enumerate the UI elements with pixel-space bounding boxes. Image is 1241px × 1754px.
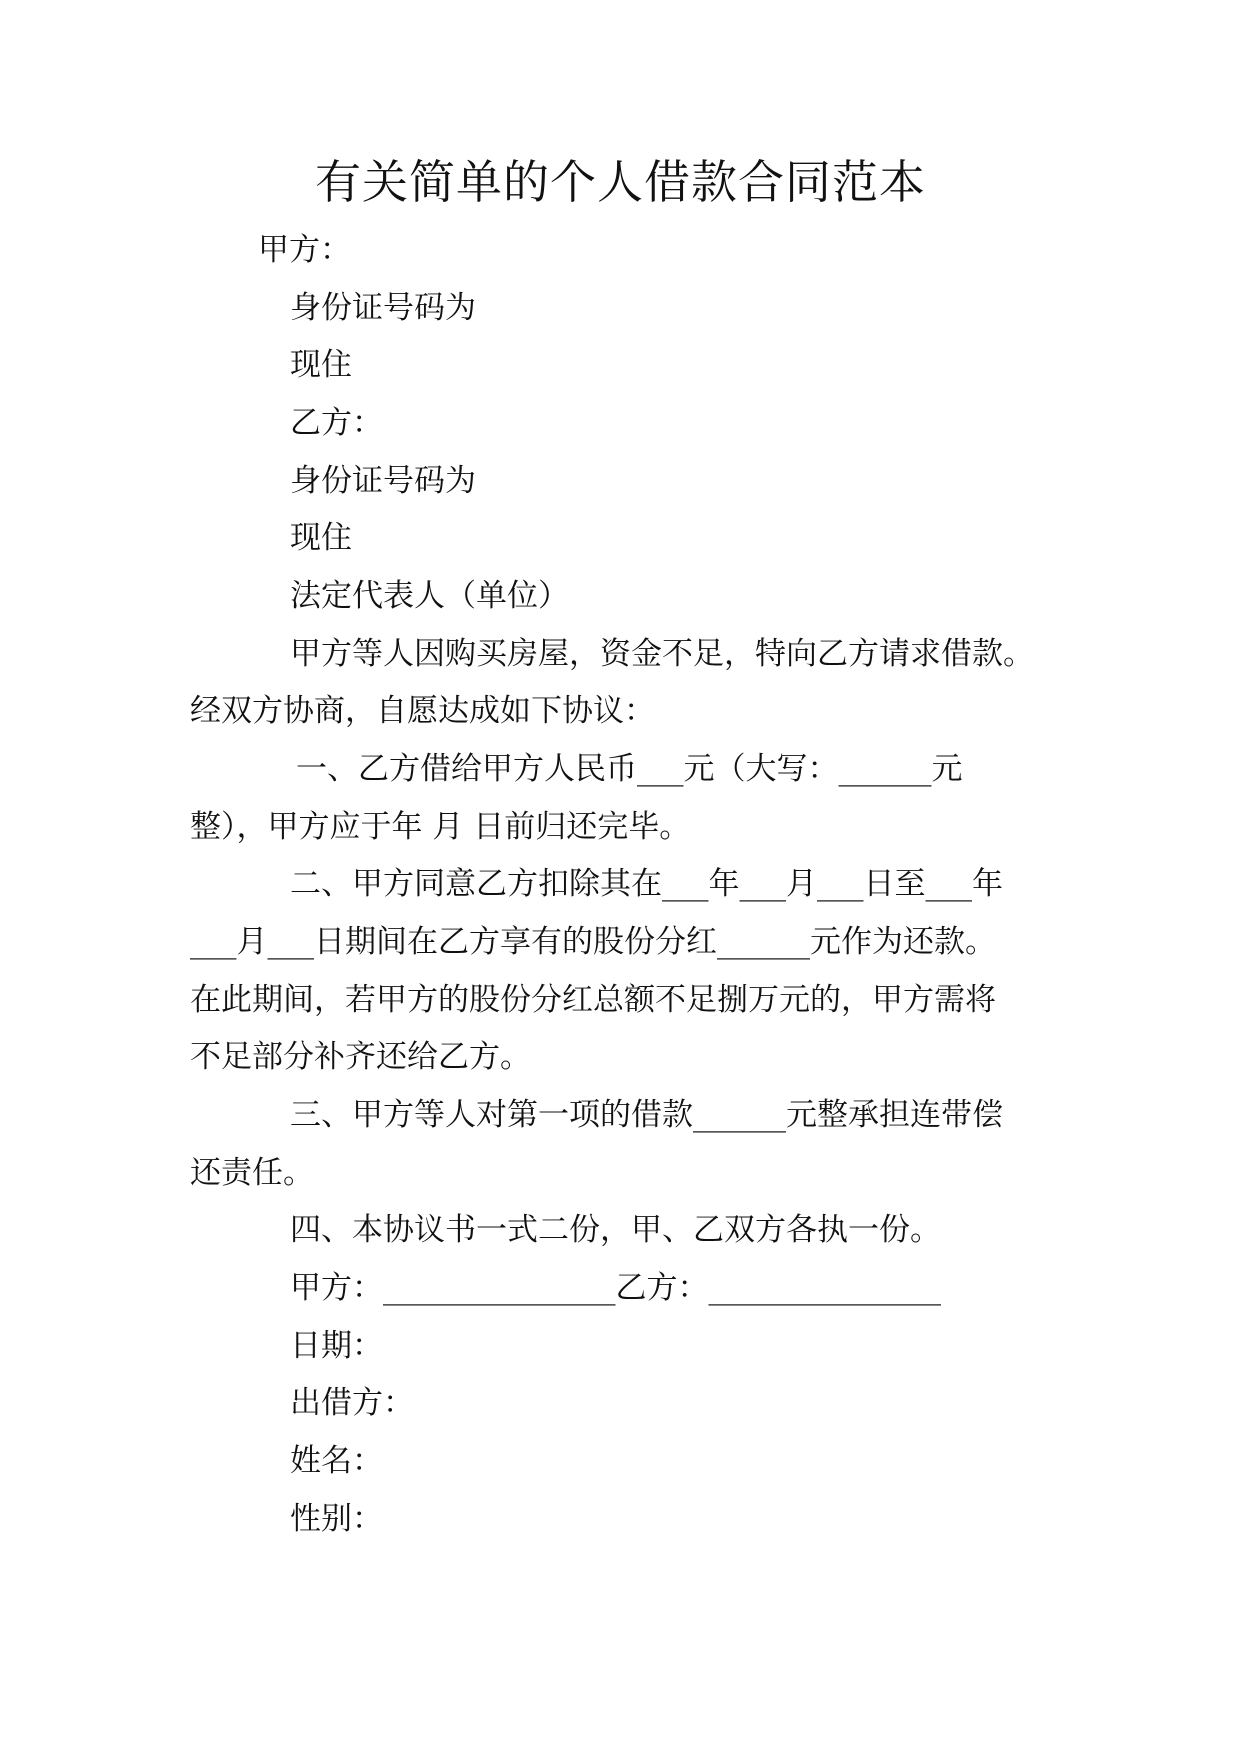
signature-line: 甲方：_______________乙方：_______________	[290, 1270, 941, 1306]
clause-2-line-3: 在此期间，若甲方的股份分红总额不足捌万元的，甲方需将	[190, 982, 996, 1018]
party-b-id-number: 身份证号码为	[290, 463, 476, 499]
legal-representative: 法定代表人（单位）	[290, 578, 569, 614]
clause-3-line-1: 三、甲方等人对第一项的借款______元整承担连带偿	[290, 1097, 1003, 1133]
gender-label: 性别：	[290, 1501, 383, 1537]
clause-2-line-2: ___月___日期间在乙方享有的股份分红______元作为还款。	[190, 924, 996, 960]
document-title: 有关简单的个人借款合同范本	[315, 155, 926, 209]
clause-2-line-4: 不足部分补齐还给乙方。	[190, 1039, 531, 1075]
party-b-address: 现住	[290, 520, 352, 556]
clause-1-line-2: 整），甲方应于年 月 日前归还完毕。	[190, 809, 691, 845]
clause-4: 四、本协议书一式二份，甲、乙双方各执一份。	[290, 1212, 941, 1248]
party-a-address: 现住	[290, 347, 352, 383]
preamble-line-2: 经双方协商，自愿达成如下协议：	[190, 693, 655, 729]
party-b-label: 乙方：	[290, 405, 383, 441]
clause-3-line-2: 还责任。	[190, 1155, 314, 1191]
lender-label: 出借方：	[290, 1385, 414, 1421]
clause-1-line-1: 一、乙方借给甲方人民币___元（大写：______元	[296, 751, 963, 787]
clause-2-line-1: 二、甲方同意乙方扣除其在___年___月___日至___年	[290, 866, 1003, 902]
name-label: 姓名：	[290, 1443, 383, 1479]
preamble-line-1: 甲方等人因购买房屋，资金不足，特向乙方请求借款。	[290, 636, 1034, 672]
party-a-id-number: 身份证号码为	[290, 290, 476, 326]
date-label: 日期：	[290, 1328, 383, 1364]
party-a-label: 甲方：	[258, 232, 351, 268]
